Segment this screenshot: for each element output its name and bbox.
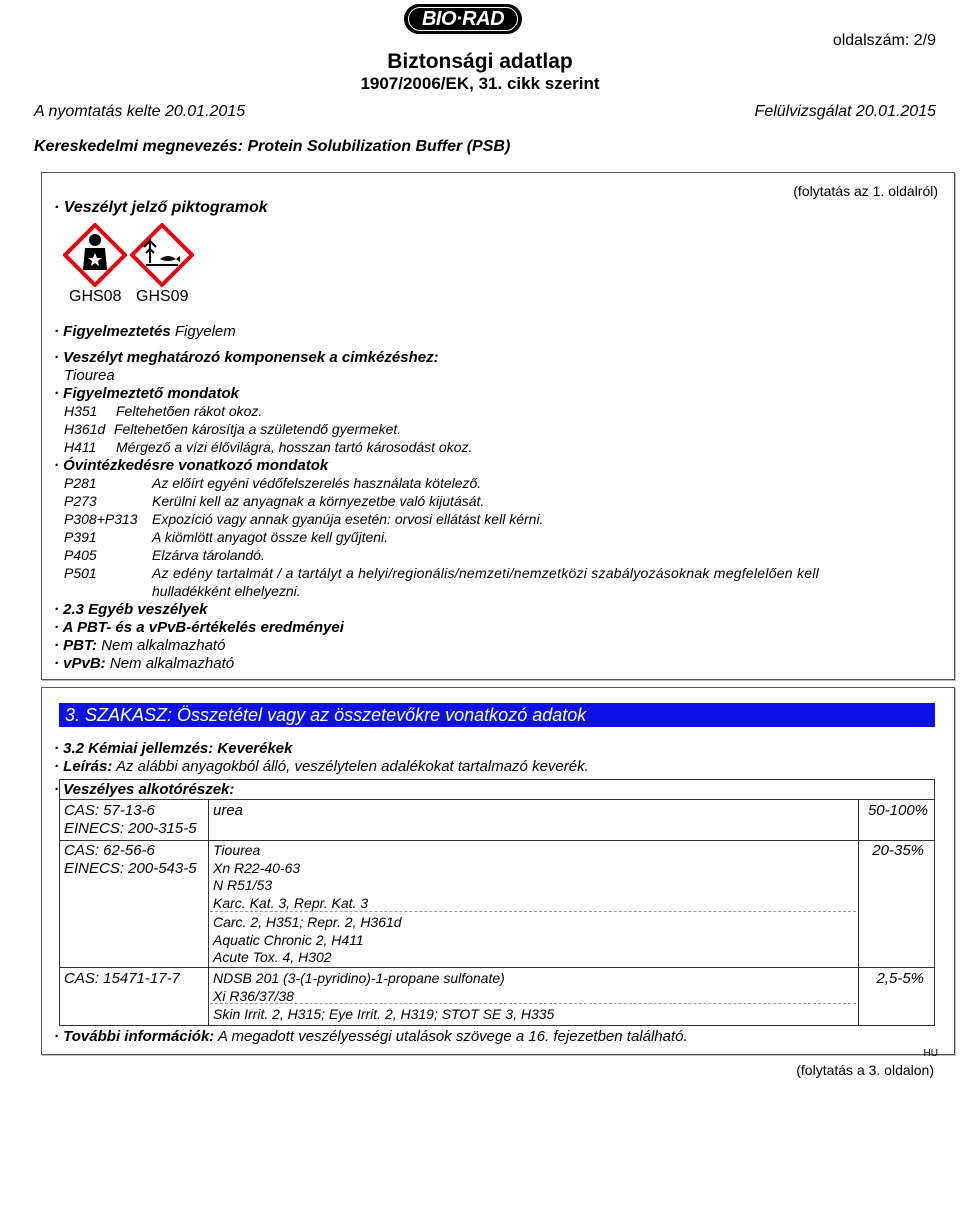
precaution-code: P281 bbox=[64, 475, 97, 491]
classification-line: Xi R36/37/38 bbox=[213, 987, 294, 1004]
classification-line: Xn R22-40-63 bbox=[213, 859, 301, 876]
components-heading: · Veszélyt meghatározó komponensek a cimkézéshez: bbox=[54, 349, 439, 366]
precautionary-statement bbox=[64, 547, 265, 563]
pictogram-ghs08 bbox=[63, 223, 127, 291]
vpvb-line bbox=[54, 655, 234, 672]
pbt-line bbox=[54, 637, 225, 654]
component-name: urea bbox=[213, 802, 244, 819]
pbt-label: · PBT: bbox=[54, 637, 98, 654]
cas-number: CAS: 62-56-6 bbox=[64, 842, 155, 859]
further-value: A megadott veszélyességi utalások szövege a 16. fejezetben található. bbox=[217, 1028, 688, 1045]
precaution-code: P273 bbox=[64, 493, 97, 509]
precaution-text: Expozíció vagy annak gyanúja esetén: orvosi ellátást kell kérni. bbox=[152, 511, 544, 527]
einecs-number: EINECS: 200-543-5 bbox=[64, 860, 197, 877]
component-classification bbox=[213, 842, 368, 912]
precautionary-statement bbox=[64, 475, 481, 491]
pictogram-code: GHS09 bbox=[136, 288, 189, 305]
hazard-labelling-box bbox=[41, 172, 955, 680]
document-subtitle: 1907/2006/EK, 31. cikk szerint bbox=[360, 74, 600, 93]
classification-line: Karc. Kat. 3, Repr. Kat. 3 bbox=[213, 894, 369, 911]
other-hazards-heading: · 2.3 Egyéb veszélyek bbox=[54, 601, 208, 618]
print-date: A nyomtatás kelte 20.01.2015 bbox=[34, 103, 246, 120]
precaution-code: P391 bbox=[64, 529, 97, 545]
hazard-text: Mérgező a vízi élővilágra, hosszan tartó károsodást okoz. bbox=[116, 439, 473, 455]
table-row bbox=[64, 802, 197, 838]
pictogram-ghs09 bbox=[130, 223, 194, 291]
table-row bbox=[64, 842, 197, 878]
component-name: NDSB 201 (3-(1-pyridino)-1-propane sulfonate) bbox=[213, 970, 505, 986]
pictogram-code: GHS08 bbox=[69, 288, 122, 305]
chemical-characterization bbox=[54, 740, 293, 757]
further-information bbox=[54, 1028, 688, 1045]
hazard-statement bbox=[64, 403, 262, 419]
signal-word-value: Figyelem bbox=[174, 323, 236, 340]
pbt-value: Nem alkalmazható bbox=[101, 637, 226, 654]
precaution-code: P405 bbox=[64, 547, 97, 563]
precaution-text-continued: hulladékként elhelyezni. bbox=[152, 583, 301, 599]
cas-number: CAS: 57-13-6 bbox=[64, 802, 155, 819]
precaution-text: Elzárva tárolandó. bbox=[152, 547, 265, 563]
signal-word-line bbox=[54, 323, 236, 340]
environment-icon bbox=[130, 223, 194, 287]
component-percent: 50-100% bbox=[867, 802, 928, 819]
trade-name: Kereskedelmi megnevezés: Protein Solubilization Buffer (PSB) bbox=[34, 138, 511, 155]
einecs-number: EINECS: 200-315-5 bbox=[64, 820, 197, 837]
hazard-statement bbox=[64, 439, 472, 455]
precaution-text: Kerülni kell az anyagnak a környezetbe való kijutását. bbox=[152, 493, 485, 509]
precautionary-statement bbox=[64, 529, 388, 545]
language-code: HU bbox=[923, 1048, 938, 1059]
component-percent: 2,5-5% bbox=[876, 970, 924, 987]
continued-from: (folytatás az 1. oldalról) bbox=[793, 183, 938, 199]
document-title: Biztonsági adatlap bbox=[387, 50, 573, 73]
vpvb-label: · vPvB: bbox=[54, 655, 106, 672]
hazard-text: Feltehetően károsítja a születendő gyermeket. bbox=[114, 421, 402, 437]
precautionary-statement bbox=[64, 565, 819, 581]
hazard-statements-heading: · Figyelmeztető mondatok bbox=[54, 385, 240, 402]
clp-line: Carc. 2, H351; Repr. 2, H361d bbox=[213, 914, 402, 930]
component-name: Tiourea bbox=[213, 842, 261, 858]
precautionary-heading: · Óvintézkedésre vonatkozó mondatok bbox=[54, 457, 329, 474]
vpvb-value: Nem alkalmazható bbox=[109, 655, 235, 672]
further-label: · További információk: bbox=[54, 1028, 215, 1045]
health-hazard-icon bbox=[63, 223, 127, 287]
clp-line: Skin Irrit. 2, H315; Eye Irrit. 2, H319; STOT SE 3, H335 bbox=[213, 1006, 555, 1022]
revision-date: Felülvizsgálat 20.01.2015 bbox=[754, 103, 936, 120]
hazard-text: Feltehetően rákot okoz. bbox=[116, 403, 263, 419]
precaution-code: P501 bbox=[64, 565, 97, 581]
bio-rad-logo: BIO·RAD bbox=[404, 4, 522, 34]
precautionary-statement bbox=[64, 511, 543, 527]
cas-number: CAS: 15471-17-7 bbox=[64, 970, 180, 987]
clp-line: Acute Tox. 4, H302 bbox=[213, 949, 332, 965]
component-percent: 20-35% bbox=[872, 842, 924, 859]
component-clp-classification bbox=[213, 914, 402, 967]
hazard-code: H411 bbox=[64, 439, 97, 455]
precaution-code: P308+P313 bbox=[64, 511, 138, 527]
precautionary-statement bbox=[64, 493, 484, 509]
description-value: Az alábbi anyagokból álló, veszélytelen adalékokat tartalmazó keverék. bbox=[115, 758, 589, 775]
continued-to: (folytatás a 3. oldalon) bbox=[796, 1062, 934, 1078]
hazard-statement bbox=[64, 421, 401, 437]
clp-line: Aquatic Chronic 2, H411 bbox=[213, 931, 364, 948]
page-number: oldalszám: 2/9 bbox=[832, 32, 936, 49]
component-name: Tiourea bbox=[64, 367, 115, 384]
pbt-heading: · A PBT- és a vPvB-értékelés eredményei bbox=[54, 619, 344, 636]
chem-value: Keverékek bbox=[217, 740, 293, 757]
hazardous-components-heading: · Veszélyes alkotórészek: bbox=[54, 781, 235, 798]
pictograms-heading: · Veszélyt jelző piktogramok bbox=[54, 199, 268, 216]
precaution-text: Az edény tartalmát / a tartályt a helyi/regionális/nemzeti/nemzetközi szabályozásoknak megfelelően kell bbox=[152, 565, 819, 581]
classification-line: N R51/53 bbox=[213, 877, 273, 893]
component-classification bbox=[213, 970, 505, 1005]
hazard-code: H361d bbox=[64, 421, 106, 437]
precaution-text: A kiömlött anyagot össze kell gyűjteni. bbox=[152, 529, 389, 545]
signal-word-label: · Figyelmeztetés bbox=[54, 323, 171, 340]
section-3-title: 3. SZAKASZ: Összetétel vagy az összetevőkre vonatkozó adatok bbox=[59, 703, 935, 727]
hazard-code: H351 bbox=[64, 403, 98, 419]
description-label: · Leírás: bbox=[54, 758, 113, 775]
description-line bbox=[54, 758, 589, 775]
precaution-text: Az előírt egyéni védőfelszerelés használata kötelező. bbox=[152, 475, 482, 491]
chem-label: · 3.2 Kémiai jellemzés: bbox=[54, 740, 214, 757]
